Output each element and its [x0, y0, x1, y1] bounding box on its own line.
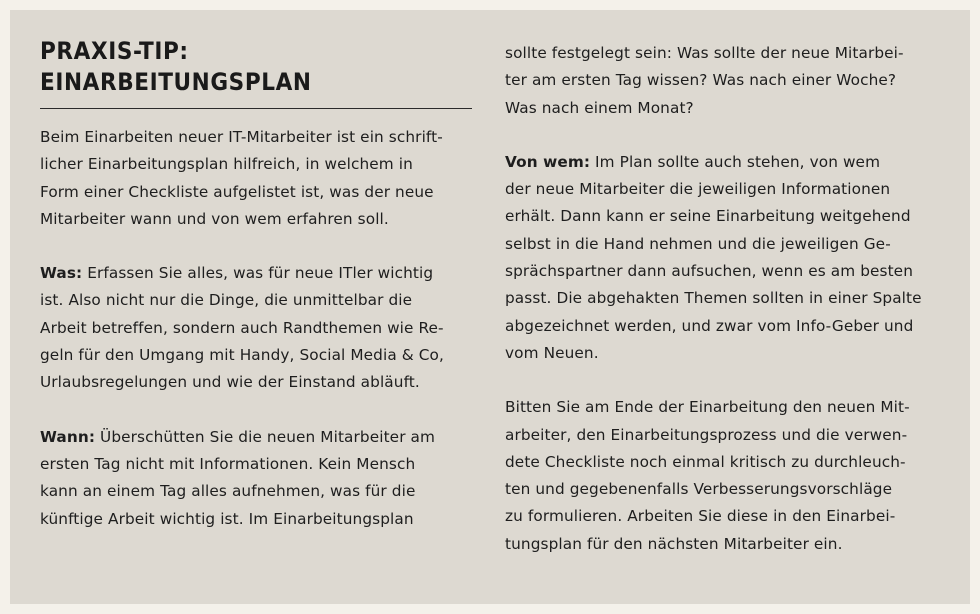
wann-label: Wann: — [40, 427, 96, 446]
title-line-2: EINARBEITUNGSPLAN — [40, 68, 312, 96]
was-text: Erfassen Sie alles, was für neue ITler wichtig ist. Also nicht nur die Dinge, die unmittelbar die Arbeit betreffen, sondern auch Randthemen wie Re- geln für den Umgang mit Handy, Social Media & Co, Urlaubsregelungen und wie der Einstand abläuft. — [40, 264, 444, 392]
box-title — [40, 36, 485, 98]
title-divider — [40, 108, 472, 109]
wann-text: Überschütten Sie die neuen Mitarbeiter am ersten Tag nicht mit Informationen. Kein Mensch kann an einem Tag alles aufnehmen, was für die künftige Arbeit wichtig ist. Im Einarbeitungsplan — [40, 427, 436, 528]
intro-paragraph: Beim Einarbeiten neuer IT-Mitarbeiter ist ein schrift- licher Einarbeitungsplan hilfreich, in welchem in Form einer Checkliste aufgelistet ist, was der neue Mitarbeiter wann und von wem erfahren soll. — [40, 128, 443, 228]
wann-paragraph — [40, 424, 485, 533]
vonwem-text: Im Plan sollte auch stehen, von wem der neue Mitarbeiter die jeweiligen Informationen erhält. Dann kann er seine Einarbeitung weitgehend selbst in die Hand nehmen und die jeweiligen Ge- sprächspartner dann aufsuchen, wenn es am besten passt. Die abgehakten Themen sollten in einer Spalte abgezeichnet werden, und zwar vom Info-Geber und vom Neuen. — [505, 152, 922, 362]
was-paragraph — [40, 260, 485, 396]
continuation-paragraph: sollte festgelegt sein: Was sollte der neue Mitarbei- ter am ersten Tag wissen? Was nach einer Woche? Was nach einem Monat? — [505, 44, 904, 117]
left-column — [40, 10, 485, 533]
tip-box — [10, 10, 970, 604]
vonwem-label: Von wem: — [505, 152, 591, 171]
was-label: Was: — [40, 264, 83, 283]
right-column — [505, 10, 950, 558]
vonwem-paragraph — [505, 149, 950, 367]
closing-paragraph: Bitten Sie am Ende der Einarbeitung den neuen Mit- arbeiter, den Einarbeitungsprozess und die verwen- dete Checkliste noch einmal kritisch zu durchleuch- ten und gegebenenfalls Verbesserungsvorschläge zu formulieren. Arbeiten Sie diese in den Einarbei- tungsplan für den nächsten Mitarbeiter ein. — [505, 398, 910, 553]
title-line-1: PRAXIS-TIP: — [40, 37, 189, 65]
